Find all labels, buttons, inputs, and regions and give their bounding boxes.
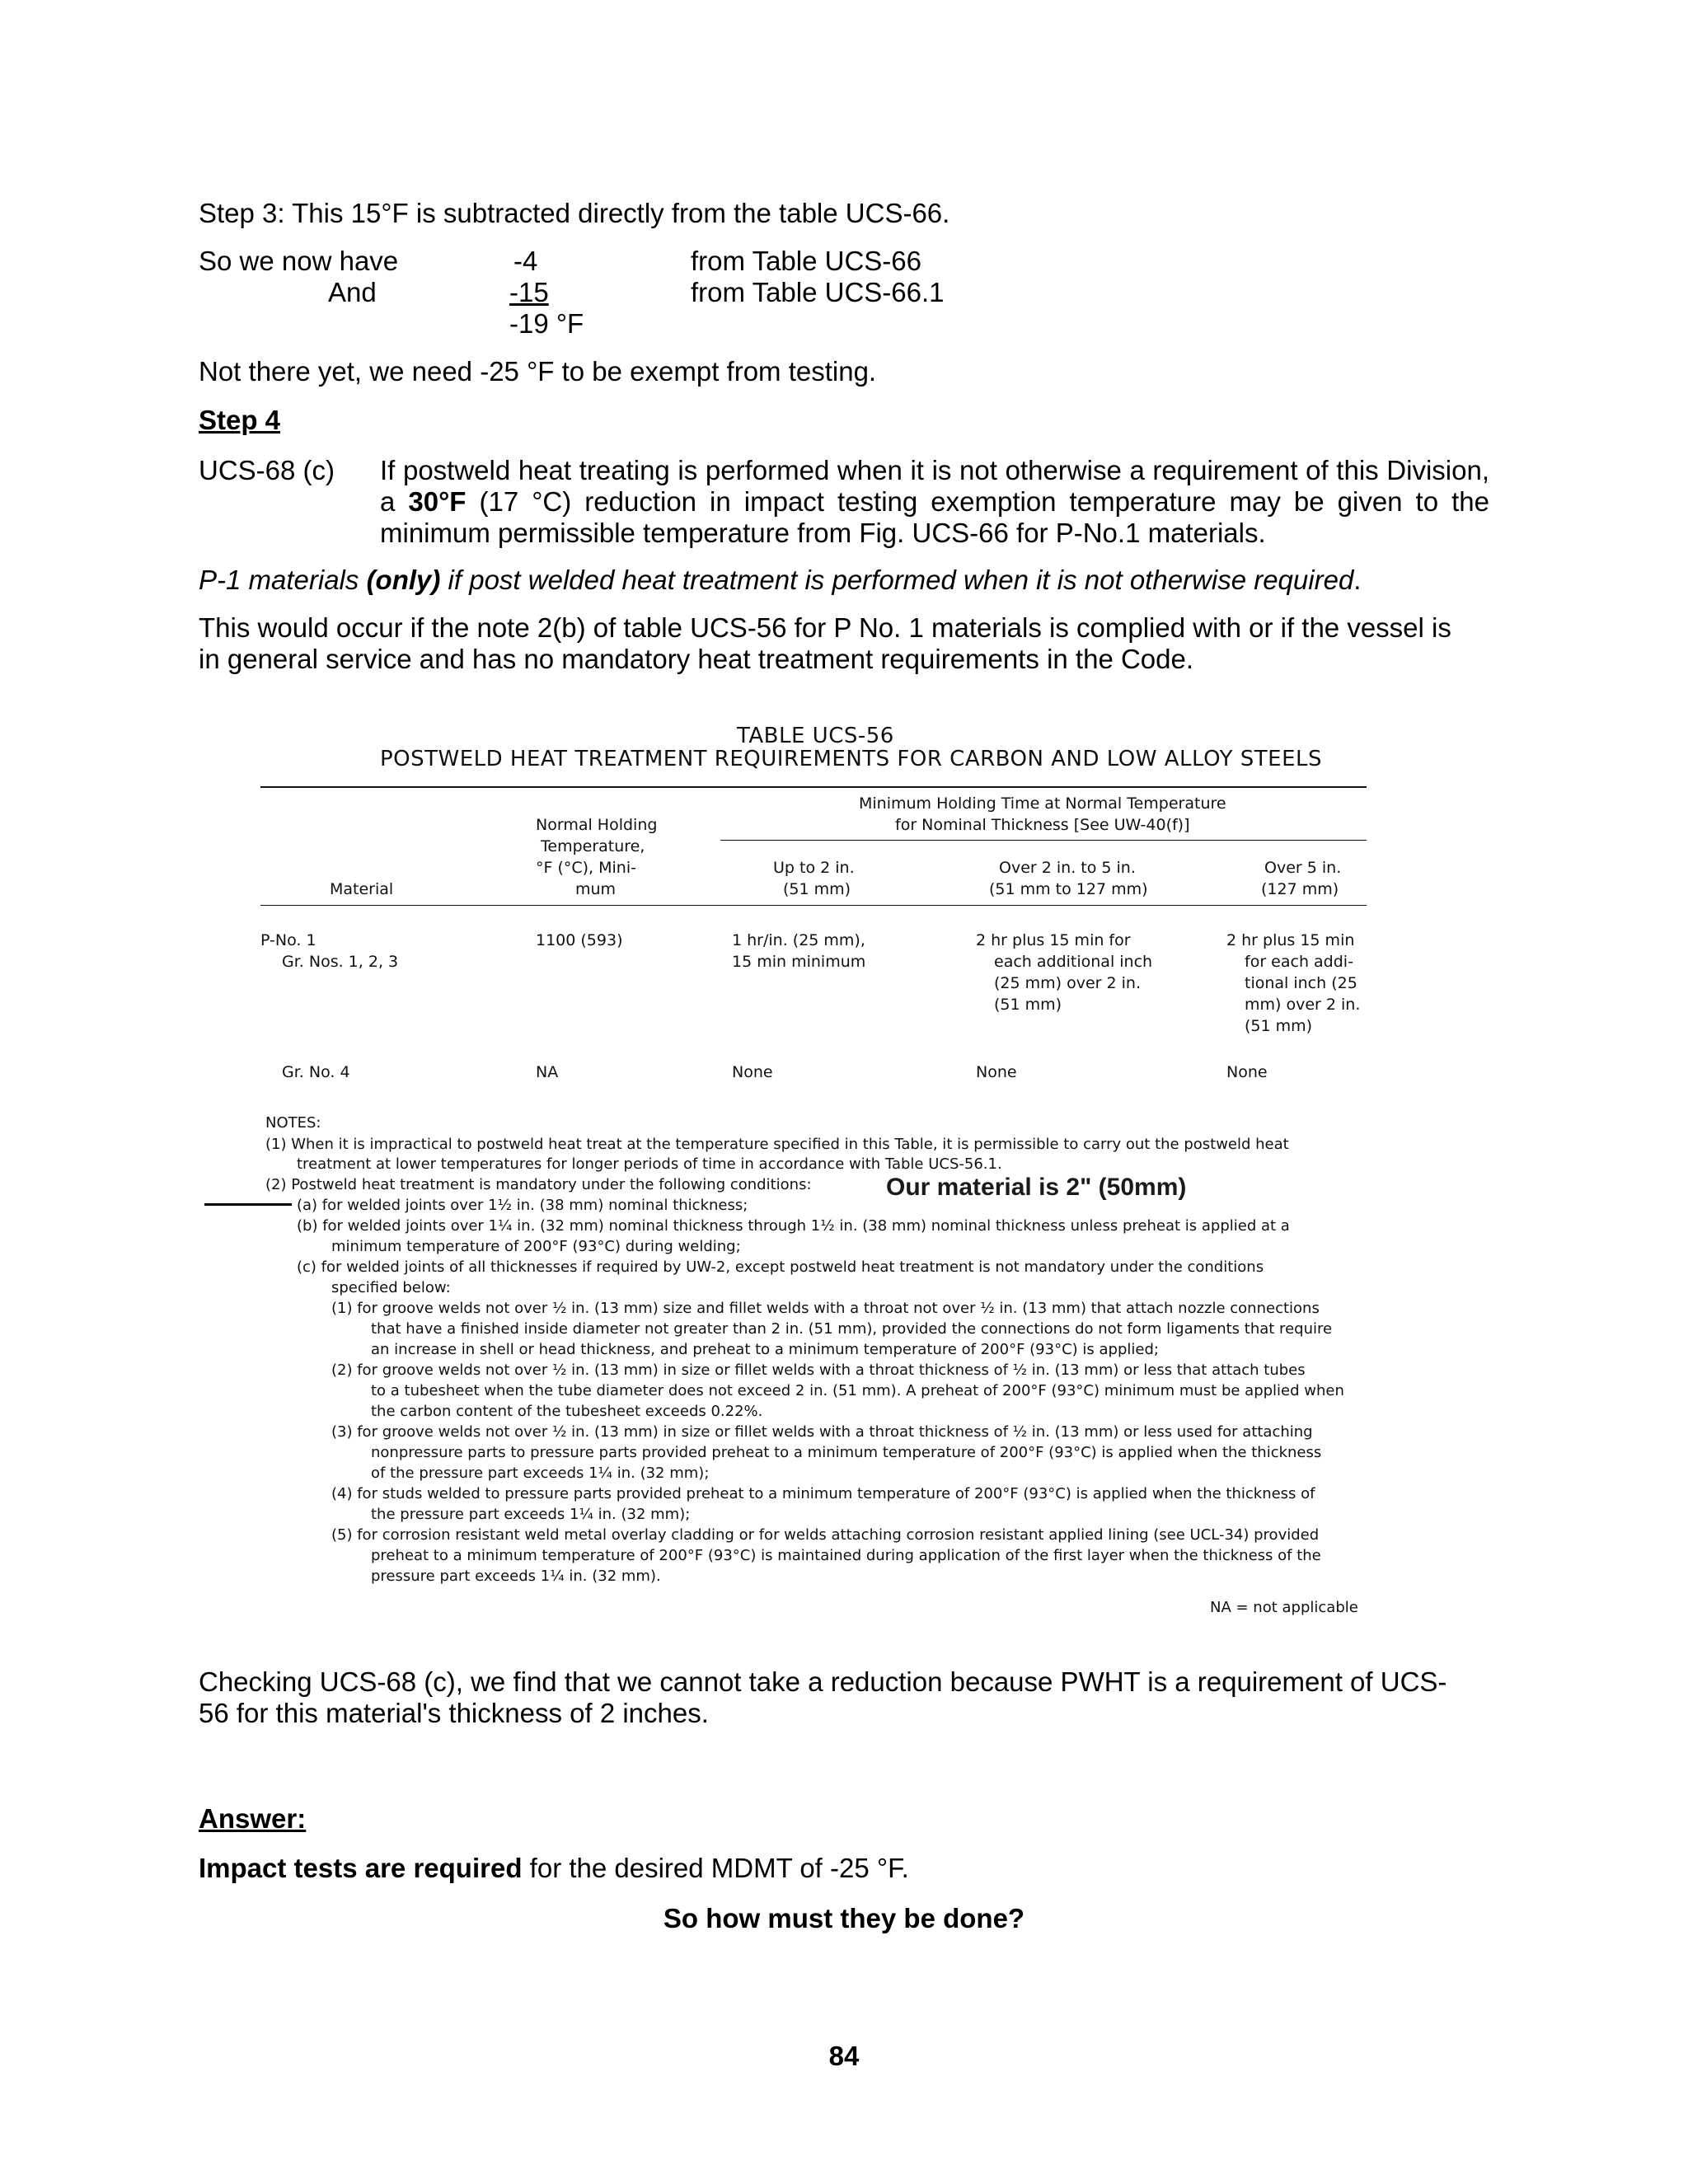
sum-value-2: -15: [509, 277, 549, 307]
answer-text: Impact tests are required for the desired MDMT of -25 °F.: [199, 1853, 909, 1883]
row1-temp: 1100 (593): [536, 931, 623, 949]
note-2c-2: specified below:: [331, 1279, 451, 1296]
note-2c-1: (c) for welded joints of all thicknesses if required by UW-2, except postweld heat treatment is not mandatory under the conditions: [297, 1258, 1264, 1276]
hdr-min-holding-1: Minimum Holding Time at Normal Temperature: [859, 794, 1226, 813]
row1-material-1: P-No. 1: [260, 931, 316, 949]
closing-question: So how must they be done?: [663, 1903, 1025, 1933]
note-c5-c: pressure part exceeds 1¼ in. (32 mm).: [371, 1568, 661, 1585]
row1-over5-5: (51 mm): [1245, 1017, 1313, 1035]
hdr-over-2-1: Over 2 in. to 5 in.: [999, 859, 1136, 877]
hdr-up-to-2-1: Up to 2 in.: [773, 859, 855, 877]
note-c5-b: preheat to a minimum temperature of 200°F (93°C) is maintained during application of the first layer when the thickness of the: [371, 1547, 1321, 1564]
step3-text: Step 3: This 15°F is subtracted directly from the table UCS-66.: [199, 198, 950, 228]
ucs68-label: UCS-68 (c): [199, 455, 335, 485]
row2-upto2: None: [732, 1063, 773, 1081]
sum-source-2: from Table UCS-66.1: [691, 277, 945, 307]
row1-material-2: Gr. Nos. 1, 2, 3: [282, 953, 399, 971]
hdr-material: Material: [330, 880, 394, 898]
checking-paragraph: Checking UCS-68 (c), we find that we cannot take a reduction because PWHT is a requirement of UCS-56 for this material's thickness of 2 inches.: [199, 1666, 1447, 1728]
note-c3-c: of the pressure part exceeds 1¼ in. (32 mm);: [371, 1465, 710, 1482]
ucs68-text: If postweld heat treating is performed when it is not otherwise a requirement of this Division, a 30°F (17 °C) reduction in impact testing exemption temperature may be given to the minimum permissible temperature from Fig. UCS-66 for P-No.1 materials.: [380, 455, 1489, 548]
row2-over5: None: [1226, 1063, 1268, 1081]
sum-value-1: -4: [513, 246, 538, 276]
step4-heading: Step 4: [199, 405, 281, 435]
note-c2-a: (2) for groove welds not over ½ in. (13 mm) in size or fillet welds with a throat thickness of ½ in. (13 mm) or less that attach tubes: [331, 1361, 1306, 1379]
row1-over5-1: 2 hr plus 15 min: [1226, 931, 1355, 949]
hdr-normal-holding-1: Normal Holding: [536, 816, 658, 834]
row1-over2-4: (51 mm): [994, 996, 1062, 1014]
sum-total: -19 °F: [509, 308, 584, 339]
table-ucs56: [260, 725, 1367, 1632]
hdr-normal-holding-4: mum: [575, 880, 617, 898]
row1-over5-2: for each addi-: [1245, 953, 1353, 971]
sum-label-2: And: [328, 277, 377, 307]
note-c1-b: that have a finished inside diameter not greater than 2 in. (51 mm), provided the connections do not form ligaments that require: [371, 1320, 1333, 1338]
note-2a: (a) for welded joints over 1½ in. (38 mm) nominal thickness;: [297, 1197, 748, 1214]
sum-label-1: So we now have: [199, 246, 399, 276]
note-c4-a: (4) for studs welded to pressure parts provided preheat to a minimum temperature of 200°F (93°C) is applied when the thickness of: [331, 1485, 1315, 1502]
row1-over2-2: each additional inch: [994, 953, 1153, 971]
hdr-over-5-1: Over 5 in.: [1264, 859, 1342, 877]
note-c5-a: (5) for corrosion resistant weld metal overlay cladding or for welds attaching corrosion resistant applied lining (see UCL-34) provided: [331, 1526, 1320, 1544]
note-c4-b: the pressure part exceeds 1¼ in. (32 mm);: [371, 1506, 691, 1523]
note-c2-c: the carbon content of the tubesheet exceeds 0.22%.: [371, 1403, 763, 1420]
p1-note: P-1 materials (only) if post welded heat treatment is performed when it is not otherwise required.: [199, 565, 1362, 595]
note-c1-a: (1) for groove welds not over ½ in. (13 mm) size and fillet welds with a throat not over ½ in. (13 mm) that attach nozzle connections: [331, 1300, 1320, 1317]
table-subtitle: POSTWELD HEAT TREATMENT REQUIREMENTS FOR CARBON AND LOW ALLOY STEELS: [380, 747, 1322, 771]
note-1a: (1) When it is impractical to postweld heat treat at the temperature specified in this Table, it is permissible to carry out the postweld heat: [265, 1136, 1289, 1153]
hdr-bottom-rule: [260, 905, 1367, 906]
hdr-min-holding-2: for Nominal Thickness [See UW-40(f)]: [895, 816, 1190, 834]
answer-heading: Answer:: [199, 1803, 307, 1834]
table-top-rule: [260, 786, 1367, 788]
note-c2-b: to a tubesheet when the tube diameter does not exceed 2 in. (51 mm). A preheat of 200°F (93°C) minimum must be applied when: [371, 1382, 1344, 1399]
row2-over2: None: [976, 1063, 1017, 1081]
note-2: (2) Postweld heat treatment is mandatory under the following conditions:: [265, 1176, 812, 1193]
row2-material: Gr. No. 4: [282, 1063, 350, 1081]
not-there-text: Not there yet, we need -25 °F to be exempt from testing.: [199, 356, 877, 387]
sum-source-1: from Table UCS-66: [691, 246, 922, 276]
row1-upto2-1: 1 hr/in. (25 mm),: [732, 931, 865, 949]
hdr-up-to-2-2: (51 mm): [783, 880, 851, 898]
note-c3-b: nonpressure parts to pressure parts provided preheat to a minimum temperature of 200°F (93°C) is applied when the thickness: [371, 1444, 1322, 1461]
notes-heading: NOTES:: [265, 1114, 321, 1132]
hdr-over-2-2: (51 mm to 127 mm): [989, 880, 1148, 898]
row1-over2-1: 2 hr plus 15 min for: [976, 931, 1131, 949]
row1-over2-3: (25 mm) over 2 in.: [994, 974, 1141, 992]
callout-arrow-line: [204, 1203, 292, 1206]
row1-over5-3: tional inch (25: [1245, 974, 1357, 992]
hdr-over-5-2: (127 mm): [1261, 880, 1339, 898]
hdr-normal-holding-2: Temperature,: [541, 837, 645, 855]
table-title: TABLE UCS-56: [737, 724, 894, 748]
row1-over5-4: mm) over 2 in.: [1245, 996, 1361, 1014]
hdr-normal-holding-3: °F (°C), Mini-: [536, 859, 636, 877]
occur-paragraph: This would occur if the note 2(b) of table UCS-56 for P No. 1 materials is complied with or if the vessel is in general service and has no mandatory heat treatment requirements in the Code.: [199, 612, 1451, 674]
page-number: 84: [828, 2041, 860, 2071]
note-1b: treatment at lower temperatures for longer periods of time in accordance with Table UCS-56.1.: [297, 1155, 1002, 1173]
note-c3-a: (3) for groove welds not over ½ in. (13 mm) in size or fillet welds with a throat thickness of ½ in. (13 mm) or less used for attaching: [331, 1423, 1313, 1441]
na-note: NA = not applicable: [1210, 1599, 1358, 1616]
row1-upto2-2: 15 min minimum: [732, 953, 866, 971]
row2-temp: NA: [536, 1063, 559, 1081]
hdr-sub-rule: [720, 840, 1367, 841]
callout-text: Our material is 2" (50mm): [886, 1174, 1187, 1201]
note-2b-2: minimum temperature of 200°F (93°C) during welding;: [331, 1238, 741, 1255]
note-2b-1: (b) for welded joints over 1¼ in. (32 mm) nominal thickness through 1½ in. (38 mm) nominal thickness unless preheat is applied at a: [297, 1217, 1290, 1235]
note-c1-c: an increase in shell or head thickness, and preheat to a minimum temperature of 200°F (93°C) is applied;: [371, 1341, 1159, 1358]
